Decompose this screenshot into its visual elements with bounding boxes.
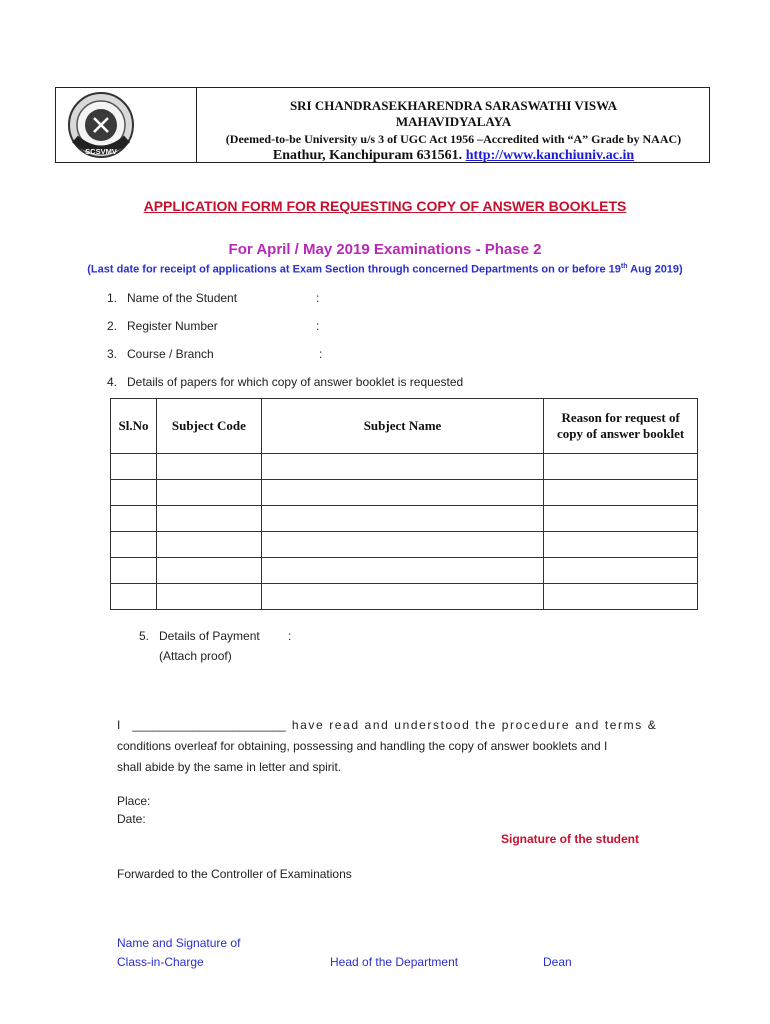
payment-colon: : xyxy=(288,629,292,643)
table-row xyxy=(111,506,698,532)
accreditation-line: (Deemed-to-be University u/s 3 of UGC Act 1956 –Accredited with “A” Grade by NAAC) xyxy=(225,132,682,146)
field-course-branch-label: Course / Branch xyxy=(127,347,214,361)
field-course-branch-number: 3. xyxy=(107,347,118,361)
student-signature-label: Signature of the student xyxy=(501,832,639,846)
university-website-link[interactable]: http://www.kanchiuniv.ac.in xyxy=(465,148,635,163)
field-student-name-label: Name of the Student xyxy=(127,291,238,305)
cell-reason[interactable] xyxy=(544,584,698,610)
cell-subject-code[interactable] xyxy=(156,584,261,610)
table-row xyxy=(111,558,698,584)
forwarded-text: Forwarded to the Controller of Examinations xyxy=(117,867,352,881)
cell-subject-code[interactable] xyxy=(156,558,261,584)
table-row xyxy=(111,454,698,480)
address-text: Enathur, Kanchipuram 631561. xyxy=(272,148,466,163)
form-title: APPLICATION FORM FOR REQUESTING COPY OF ANSWER BOOKLETS xyxy=(143,198,627,214)
logo-text: SCSVMV xyxy=(85,147,117,156)
cell-subject-code[interactable] xyxy=(156,454,261,480)
header-reason-line1: Reason for request of xyxy=(561,410,680,425)
dean-label: Dean xyxy=(543,955,572,969)
field-register-number-number: 2. xyxy=(107,319,118,333)
cell-reason[interactable] xyxy=(544,480,698,506)
class-in-charge-label-line1: Name and Signature of xyxy=(117,936,241,950)
header-reason xyxy=(544,399,698,454)
cell-subject-name[interactable] xyxy=(261,454,543,480)
cell-subject-code[interactable] xyxy=(156,506,261,532)
paper-details-table xyxy=(110,398,698,610)
declaration-line1 xyxy=(117,718,657,732)
header-subject-name: Subject Name xyxy=(261,399,543,454)
last-date-suffix: Aug 2019) xyxy=(627,263,683,276)
class-in-charge-label-line2: Class-in-Charge xyxy=(117,955,204,969)
header-reason-line2: copy of answer booklet xyxy=(557,426,685,441)
header-subject-code: Subject Code xyxy=(156,399,261,454)
cell-reason[interactable] xyxy=(544,558,698,584)
payment-number: 5. xyxy=(139,629,150,643)
payment-note: (Attach proof) xyxy=(159,649,232,663)
cell-reason[interactable] xyxy=(544,454,698,480)
university-logo xyxy=(67,91,135,159)
hod-label: Head of the Department xyxy=(330,955,459,969)
cell-reason[interactable] xyxy=(544,506,698,532)
last-date-prefix: (Last date for receipt of applications at Exam Section through concerned Departments on or before 19 xyxy=(87,263,621,276)
table-row xyxy=(111,532,698,558)
cell-subject-name[interactable] xyxy=(261,532,543,558)
field-course-branch-colon: : xyxy=(319,347,323,361)
table-row xyxy=(111,480,698,506)
field-register-number-label: Register Number xyxy=(127,319,218,333)
declaration-line2: conditions overleaf for obtaining, possessing and handling the copy of answer booklets and I xyxy=(117,739,608,753)
cell-subject-name[interactable] xyxy=(261,584,543,610)
declaration-name-blank[interactable]: _______________________ xyxy=(132,718,286,732)
cell-sl-no[interactable] xyxy=(111,454,157,480)
exam-title: For April / May 2019 Examinations - Phase 2 xyxy=(228,241,542,258)
university-name-line1: SRI CHANDRASEKHARENDRA SARASWATHI VISWA xyxy=(289,98,618,113)
payment-label: Details of Payment xyxy=(159,629,260,643)
cell-subject-name[interactable] xyxy=(261,480,543,506)
last-date-sup: th xyxy=(620,263,628,270)
place-label: Place: xyxy=(117,794,151,808)
field-register-number-colon: : xyxy=(316,319,320,333)
field-student-name-colon: : xyxy=(316,291,320,305)
field-paper-details-number: 4. xyxy=(107,375,118,389)
field-student-name-number: 1. xyxy=(107,291,118,305)
cell-sl-no[interactable] xyxy=(111,506,157,532)
header-sl-no: Sl.No xyxy=(111,399,157,454)
declaration-line3: shall abide by the same in letter and spirit. xyxy=(117,760,342,774)
address-line xyxy=(196,148,711,164)
cell-sl-no[interactable] xyxy=(111,584,157,610)
cell-subject-code[interactable] xyxy=(156,532,261,558)
cell-subject-name[interactable] xyxy=(261,558,543,584)
logo-cell xyxy=(56,88,197,162)
university-header xyxy=(55,87,710,163)
university-name-line2: MAHAVIDYALAYA xyxy=(395,114,512,129)
declaration-line1-end: have read and understood the procedure and terms & xyxy=(291,718,658,732)
table-row xyxy=(111,584,698,610)
table-header-row xyxy=(111,399,698,454)
last-date-note xyxy=(0,263,770,276)
cell-sl-no[interactable] xyxy=(111,558,157,584)
cell-sl-no[interactable] xyxy=(111,532,157,558)
cell-subject-name[interactable] xyxy=(261,506,543,532)
cell-reason[interactable] xyxy=(544,532,698,558)
field-paper-details-label: Details of papers for which copy of answer booklet is requested xyxy=(127,375,464,389)
declaration-pronoun: I xyxy=(117,718,121,732)
cell-subject-code[interactable] xyxy=(156,480,261,506)
cell-sl-no[interactable] xyxy=(111,480,157,506)
date-label: Date: xyxy=(117,812,146,826)
